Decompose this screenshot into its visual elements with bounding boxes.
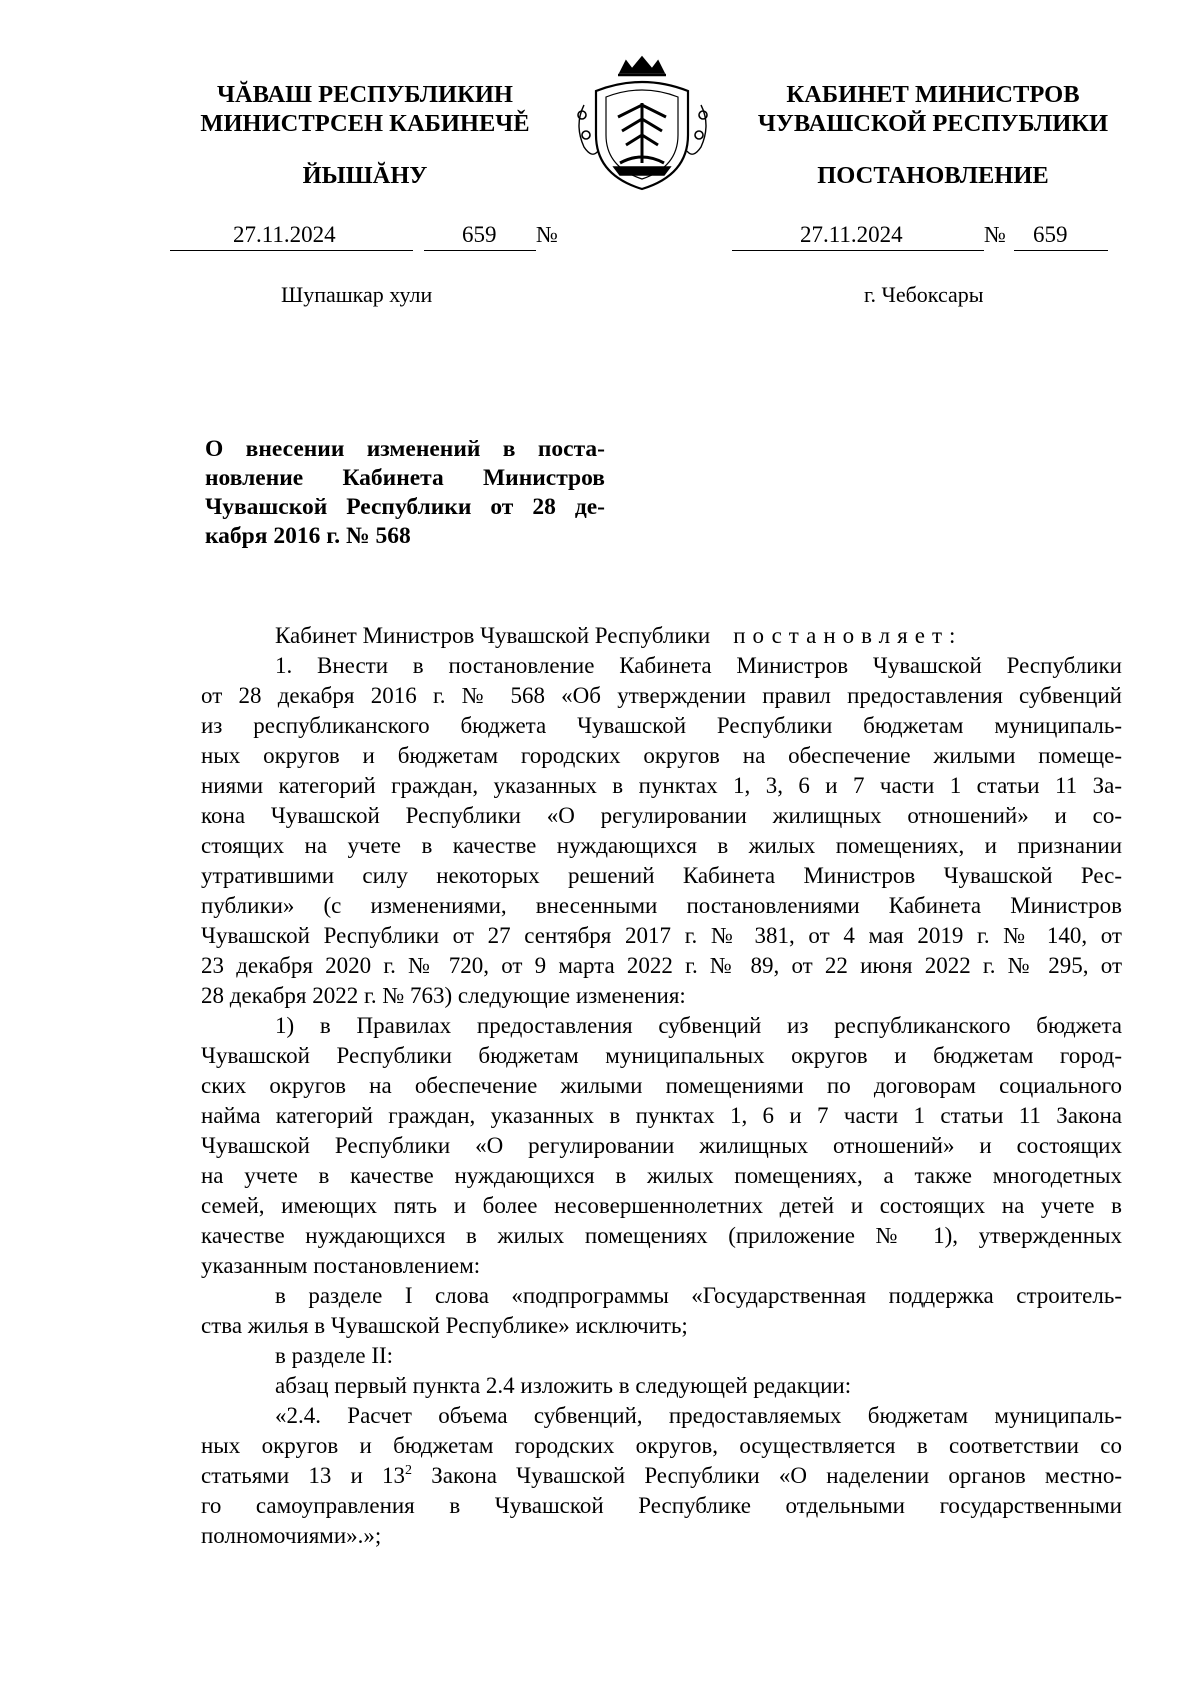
header-right-line2: ЧУВАШСКОЙ РЕСПУБЛИКИ [757, 110, 1109, 137]
body-line: публики» (с изменениями, внесенными постановлениями Кабинета Министров [201, 893, 1122, 918]
chuvash-coat-of-arms-icon [570, 55, 715, 195]
statutes-before: статьями 13 и 13 [201, 1463, 406, 1488]
body-line: 23 декабря 2020 г. № 720, от 9 марта 2022 г. № 89, от 22 июня 2022 г. № 295, от [201, 953, 1122, 978]
header-left-line2: МИНИСТРСЕН КАБИНЕЧĚ [200, 110, 530, 137]
header-left-doc-type: ЙЫШĂНУ [302, 162, 428, 189]
body-line: ных округов и бюджетам городских округов на обеспечение жилыми помеще- [201, 743, 1122, 768]
title-line: Чувашской Республики от 28 де- [205, 494, 605, 520]
body-line: качестве нуждающихся в жилых помещениях (приложение № 1), утвержденных [201, 1223, 1122, 1248]
body-line: 1) в Правилах предоставления субвенций из республиканского бюджета [275, 1013, 1122, 1038]
preamble-line [201, 621, 1122, 651]
body-line: в разделе I слова «подпрограммы «Государственная поддержка строитель- [275, 1283, 1122, 1308]
title-line: новление Кабинета Министров [205, 465, 605, 491]
body-line: стоящих на учете в качестве нуждающихся в жилых помещениях, и признании [201, 833, 1122, 858]
header-right-line1: КАБИНЕТ МИНИСТРОВ [786, 81, 1080, 108]
body-line: ских округов на обеспечение жилыми помещениями по договорам социального [201, 1073, 1122, 1098]
body-line: указанным постановлением: [201, 1253, 481, 1278]
header-right-number-sign: № [984, 222, 1006, 247]
body-line: Чувашской Республики бюджетам муниципальных округов и бюджетам город- [201, 1043, 1122, 1068]
body-line: 1. Внести в постановление Кабинета Министров Чувашской Республики [275, 653, 1122, 678]
header-left-number: 659 [462, 222, 497, 247]
body-line: найма категорий граждан, указанных в пунктах 1, 6 и 7 части 1 статьи 11 Закона [201, 1103, 1122, 1128]
body-line: Чувашской Республики от 27 сентября 2017 г. № 381, от 4 мая 2019 г. № 140, от [201, 923, 1122, 948]
header-right-number: 659 [1033, 222, 1068, 247]
header-right-date-underline [732, 250, 984, 251]
body-line: на учете в качестве нуждающихся в жилых помещениях, а также многодетных [201, 1163, 1122, 1188]
header-right-date: 27.11.2024 [800, 222, 903, 247]
title-line: кабря 2016 г. № 568 [205, 523, 411, 549]
header-left-title [145, 80, 585, 138]
header-left-number-underline [424, 250, 536, 251]
header-left-place: Шупашкар хули [281, 282, 433, 307]
body-line: го самоуправления в Чувашской Республике отдельными государственными [201, 1493, 1122, 1518]
document-title [205, 435, 605, 551]
title-line: О внесении изменений в поста- [205, 436, 605, 462]
statutes-superscript: 2 [405, 1463, 413, 1478]
header-left-date: 27.11.2024 [233, 222, 336, 247]
body-line: ных округов и бюджетам городских округов, осуществляется в соответствии со [201, 1433, 1122, 1458]
header-left-line1: ЧĂВАШ РЕСПУБЛИКИН [216, 81, 513, 108]
body-line: полномочиями».»; [201, 1523, 382, 1548]
body-line: абзац первый пункта 2.4 изложить в следующей редакции: [275, 1373, 852, 1398]
preamble-verb: постановляет: [733, 623, 963, 648]
body-line: 28 декабря 2022 г. № 763) следующие изменения: [201, 983, 686, 1008]
preamble-text: Кабинет Министров Чувашской Республики [275, 623, 711, 648]
body-line: Чувашской Республики «О регулировании жилищных отношений» и состоящих [201, 1133, 1122, 1158]
header-left-number-sign: № [536, 222, 558, 247]
body-line: утратившими силу некоторых решений Кабинета Министров Чувашской Рес- [201, 863, 1122, 888]
body-line: в разделе II: [275, 1343, 394, 1368]
statutes-after: Закона Чувашской Республики «О наделении органов местно- [412, 1463, 1122, 1488]
header-left-date-underline [170, 250, 413, 251]
body-line: от 28 декабря 2016 г. № 568 «Об утверждении правил предоставления субвенций [201, 683, 1122, 708]
body-line: «2.4. Расчет объема субвенций, предоставляемых бюджетам муниципаль- [275, 1403, 1122, 1428]
body-line: ниями категорий граждан, указанных в пунктах 1, 3, 6 и 7 части 1 статьи 11 За- [201, 773, 1122, 798]
header-right-place: г. Чебоксары [864, 282, 984, 307]
body-line: семей, имеющих пять и более несовершеннолетних детей и состоящих на учете в [201, 1193, 1122, 1218]
body-line: ства жилья в Чувашской Республике» исключить; [201, 1313, 688, 1338]
header-right-number-underline [1014, 250, 1108, 251]
body-line: из республиканского бюджета Чувашской Республики бюджетам муниципаль- [201, 713, 1122, 738]
header-right-title [713, 80, 1153, 138]
body-line: кона Чувашской Республики «О регулировании жилищных отношений» и со- [201, 803, 1122, 828]
emblem [570, 55, 715, 195]
body-line-statutes [201, 1461, 1122, 1491]
header-right-doc-type: ПОСТАНОВЛЕНИЕ [817, 162, 1049, 189]
document-body [201, 621, 1122, 1551]
